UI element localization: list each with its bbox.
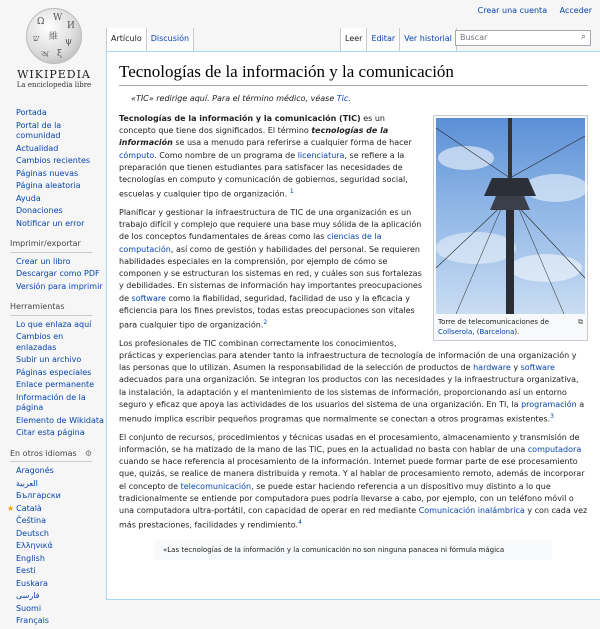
sidebar-item-lo-que-enlaza[interactable]: Lo que enlaza aquí [16, 319, 92, 329]
create-account-link[interactable]: Crear una cuenta [477, 6, 548, 15]
language-link[interactable]: English [16, 553, 45, 563]
hatnote-text: «TIC» redirige aquí. Para el término médico, véase [131, 94, 337, 103]
text: , así como de gestión y habilidades del personal. Se requieren habilidades especiales en la comprensión, por ejemplo de cómo se componen y se estructuran los sistemas en red, y cuáles son sus fortalezas y debilidades. En sistemas de información hay importantes preocupaciones de [119, 244, 423, 303]
paragraph-3 [119, 338, 588, 426]
tab-editar[interactable]: Editar [367, 28, 400, 52]
text: , se refiere a la preparación que tienen estudiantes para satisfacer las necesidades de tecnologías en computo y comunicación de gobiernos, seguridad social, escuelas y cualquier tipo de organización. [119, 150, 408, 199]
sidebar-item-paginas-nuevas[interactable]: Páginas nuevas [16, 168, 79, 178]
language-link[interactable]: Български [16, 491, 61, 500]
reference-link[interactable]: 1 [289, 188, 294, 196]
namespace-tabs [106, 28, 194, 52]
personal-tools [468, 6, 592, 15]
featured-star-icon: ★ [7, 503, 15, 513]
sidebar-item-enlace-permanente[interactable]: Enlace permanente [16, 380, 95, 389]
search-icon[interactable]: ⌕ [580, 32, 586, 42]
language-list [7, 466, 104, 627]
reference-link[interactable]: 2 [263, 318, 268, 326]
language-link[interactable]: Eesti [16, 566, 36, 575]
caption-link-barcelona[interactable]: Barcelona [479, 328, 515, 336]
sidebar-item-citar-pagina[interactable]: Citar esta página [16, 428, 85, 437]
language-link[interactable]: العربية [16, 478, 38, 488]
paragraph-4 [119, 432, 588, 532]
link-hardware[interactable]: hardware [473, 363, 511, 373]
text: como la fiabilidad, seguridad, facilidad de uso y la eficacia y eficiencia para los fines previstos, todas estas preocupaciones son vitales para cualquier tipo de organización. [119, 293, 415, 330]
sidebar-item-pagina-aleatoria[interactable]: Página aleatoria [16, 181, 81, 190]
login-link[interactable]: Acceder [559, 6, 592, 15]
link-software[interactable]: software [520, 363, 555, 373]
text: El conjunto de recursos, procedimientos y técnicas usadas en el procesamiento, almacenamiento y transmisión de información, se ha matizado de la mano de las TIC, pues en la actualidad no basta con hablar de una [119, 432, 580, 455]
tab-articulo[interactable]: Artículo [106, 28, 147, 52]
text: a menudo implica escribir pequeños programas que normalmente se conectan a otros programas existentes. [119, 399, 585, 424]
link-licenciatura[interactable]: licenciatura [297, 150, 345, 160]
globe-icon: Ω W И ש 維 ψ অ ξ [26, 8, 82, 64]
sidebar [0, 0, 106, 625]
text: es un concepto que tiene dos significados. El término [119, 114, 386, 136]
sidebar-item-actualidad[interactable]: Actualidad [16, 143, 59, 153]
sidebar-item-informacion-pagina[interactable]: Información de la página [16, 392, 86, 412]
language-link[interactable]: Ελληνικά [16, 541, 53, 550]
print-export-heading[interactable]: Imprimir/exportar [10, 239, 92, 253]
view-tabs [340, 28, 457, 52]
link-ciencias-computacion[interactable]: ciencias de la computación [119, 232, 382, 254]
hatnote-end: . [348, 94, 351, 103]
tab-discusion[interactable]: Discusión [147, 28, 194, 52]
search-placeholder: Buscar [460, 33, 488, 42]
article-content [106, 51, 600, 600]
text: cuando se hace referencia al procesamiento de la información. Internet puede formar parte de ese procesamiento que, quizás, se realice de manera distribuida y remota. Y al hablar de procesamiento remoto, además de incorporar el concepto de [119, 457, 585, 491]
tools-heading[interactable]: Herramientas [10, 302, 92, 316]
caption-text-mid: , ( [472, 328, 480, 336]
wikipedia-logo[interactable] [8, 6, 100, 98]
text: se usa a menudo para referirse a cualquier forma de hacer [172, 138, 412, 148]
logo-title: WIKIPEDIA [17, 68, 91, 81]
gear-icon[interactable]: ⚙ [84, 448, 92, 458]
language-link[interactable]: فارسی [16, 591, 40, 600]
tab-leer[interactable]: Leer [340, 28, 367, 52]
tab-ver-historial[interactable]: Ver historial [400, 28, 457, 52]
page-title: Tecnologías de la información y la comunicación [119, 62, 588, 86]
link-computadora[interactable]: computadora [527, 445, 582, 455]
sidebar-item-notificar-error[interactable]: Notificar un error [16, 218, 85, 228]
reference-link[interactable]: 4 [298, 519, 302, 527]
sidebar-item-paginas-especiales[interactable]: Páginas especiales [16, 367, 92, 377]
link-computo[interactable]: cómputo [119, 150, 155, 160]
language-link[interactable]: Čeština [16, 516, 47, 525]
text: y [510, 363, 521, 373]
link-telecomunicacion[interactable]: telecomunicación [180, 481, 252, 491]
sidebar-item-donaciones[interactable]: Donaciones [16, 206, 63, 215]
sidebar-item-crear-libro[interactable]: Crear un libro [16, 256, 71, 266]
sidebar-item-descargar-pdf[interactable]: Descargar como PDF [16, 269, 100, 278]
text: Planificar y gestionar la infraestructura de TIC de una organización es un trabajo difícil y complejo que requiere una base muy sólida de la aplicación de los conceptos fundamentales de áreas como las [119, 208, 422, 242]
caption-text-end: ). [514, 328, 520, 336]
sidebar-item-version-imprimir[interactable]: Versión para imprimir [16, 281, 103, 291]
hatnote-link[interactable]: Tic [336, 94, 349, 103]
tower-image[interactable] [436, 118, 585, 314]
sidebar-item-subir-archivo[interactable]: Subir un archivo [16, 355, 82, 364]
language-label: Català [16, 503, 42, 513]
text: adecuados para una organización. Se integran los productos con las necesidades y la infraestructura organizativa, la instalación, la adaptación y el mantenimiento de los sistemas de información, proporcionando así un entorno seguro y eficaz que apoya las actividades de los usuarios del sistema de una organización. En TI, la [119, 375, 579, 409]
link-comunicacion-inalambrica[interactable]: Comunicación inalámbrica [418, 506, 525, 516]
enlarge-icon[interactable]: ⧉ [578, 318, 583, 326]
language-link[interactable]: Français [16, 616, 49, 625]
text: Los profesionales de TIC combinan correctamente los conocimientos, prácticas y experiencias para atender tanto la infraestructura de tecnología de información de una organización y las personas que lo utilizan. Asumen la responsabilidad de la selección de productos de [119, 338, 577, 373]
text: . Como nombre de un programa de [154, 150, 298, 160]
sidebar-item-cambios-recientes[interactable]: Cambios recientes [16, 156, 91, 165]
link-software[interactable]: software [131, 293, 166, 303]
languages-heading-label: En otros idiomas [10, 448, 77, 458]
text: , se puede estar haciendo referencia a un dispositivo muy distinto a lo que tradicionalmente se entiende por computadora pues podría llevarse a cabo, por ejemplo, con un teléfono móvil o una computadora ultra-portátil, con capacidad de operar en red mediante [119, 481, 574, 516]
language-link[interactable]: Suomi [16, 603, 42, 613]
sidebar-item-cambios-enlazadas[interactable]: Cambios en enlazadas [16, 332, 64, 352]
article-image-thumbnail [433, 115, 588, 341]
sidebar-item-portal-comunidad[interactable]: Portal de la comunidad [16, 120, 62, 140]
blockquote: «Las tecnologías de la información y la comunicación no son ninguna panacea ni fórmula mágica [155, 540, 552, 560]
hatnote [119, 94, 588, 103]
sidebar-navigation [7, 108, 104, 629]
bold-italic-term: tecnologías de la información [119, 126, 389, 148]
reference-link[interactable]: 3 [550, 412, 554, 420]
text: y con cada vez más prestaciones, facilidades y rendimiento. [119, 506, 588, 530]
language-link[interactable]: Aragonés [16, 466, 54, 475]
sidebar-item-ayuda[interactable]: Ayuda [16, 193, 41, 203]
search-input[interactable] [455, 30, 591, 46]
sidebar-item-portada[interactable]: Portada [16, 108, 47, 117]
caption-link-collserola[interactable]: Collserola [438, 328, 473, 336]
caption-text: Torre de telecomunicaciones de [438, 318, 550, 326]
languages-heading[interactable] [10, 449, 92, 463]
language-link-featured[interactable] [7, 503, 104, 515]
link-programacion[interactable]: programación [521, 399, 577, 409]
logo-subtitle: La enciclopedia libre [16, 81, 92, 89]
sidebar-item-wikidata[interactable]: Elemento de Wikidata [16, 415, 104, 425]
language-link[interactable]: Deutsch [16, 528, 49, 538]
language-link[interactable]: Euskara [16, 578, 48, 588]
image-caption [436, 314, 585, 338]
bold-term: Tecnologías de la información y la comunicación (TIC) [119, 114, 361, 123]
